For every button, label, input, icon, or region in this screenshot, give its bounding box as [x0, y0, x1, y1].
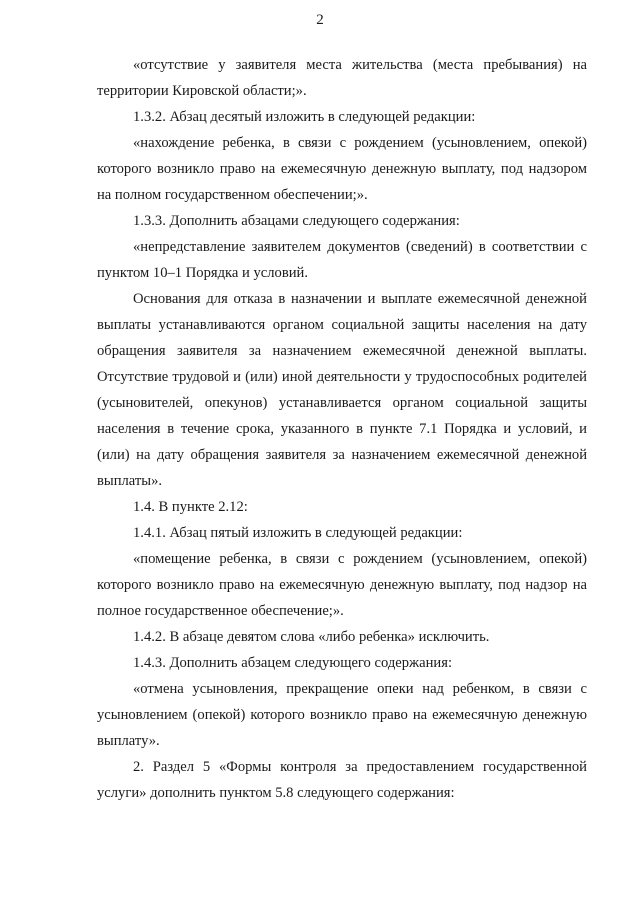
paragraph-1-4-1: 1.4.1. Абзац пятый изложить в следующей редакции:: [133, 525, 463, 541]
paragraph-residence-absence: «отсутствие у заявителя места жительства (места пребывания) на территории Кировской области;».: [97, 57, 587, 99]
paragraph-1-4: 1.4. В пункте 2.12:: [133, 499, 248, 515]
paragraph-refusal-grounds: Основания для отказа в назначении и выплате ежемесячной денежной выплаты устанавливаются органом социальной защиты населения на дату обращения заявителя за назначением ежемесячной денежной выплаты. Отсутствие трудовой и (или) иной деятельности у трудоспособных родителей (усыновителей, опекунов) устанавливается органом социальной защиты населения в течение срока, указанного в пункте 7.1 Порядка и условий, и (или) на дату обращения заявителя за назначением ежемесячной денежной выплаты».: [97, 291, 587, 489]
paragraph-documents-not-provided: «непредставление заявителем документов (сведений) в соответствии с пунктом 10–1 Порядка и условий.: [97, 239, 587, 281]
paragraph-adoption-cancellation: «отмена усыновления, прекращение опеки над ребенком, в связи с усыновлением (опекой) которого возникло право на ежемесячную денежную выплату».: [97, 681, 587, 749]
paragraph-child-placement: «помещение ребенка, в связи с рождением (усыновлением, опекой) которого возникло право на ежемесячную денежную выплату, под надзор на полное государственное обеспечение;».: [97, 551, 587, 619]
paragraph-1-3-2: 1.3.2. Абзац десятый изложить в следующей редакции:: [133, 109, 476, 125]
document-body: [97, 52, 587, 806]
paragraph-2-section-5: 2. Раздел 5 «Формы контроля за предоставлением государственной услуги» дополнить пунктом 5.8 следующего содержания:: [97, 759, 587, 801]
paragraph-child-state-care: «нахождение ребенка, в связи с рождением (усыновлением, опекой) которого возникло право на ежемесячную денежную выплату, под надзором на полном государственном обеспечении;».: [97, 135, 587, 203]
paragraph-1-4-2: 1.4.2. В абзаце девятом слова «либо ребенка» исключить.: [133, 629, 490, 645]
paragraph-1-3-3: 1.3.3. Дополнить абзацами следующего содержания:: [133, 213, 460, 229]
page-number: 2: [316, 12, 324, 28]
paragraph-1-4-3: 1.4.3. Дополнить абзацем следующего содержания:: [133, 655, 453, 671]
